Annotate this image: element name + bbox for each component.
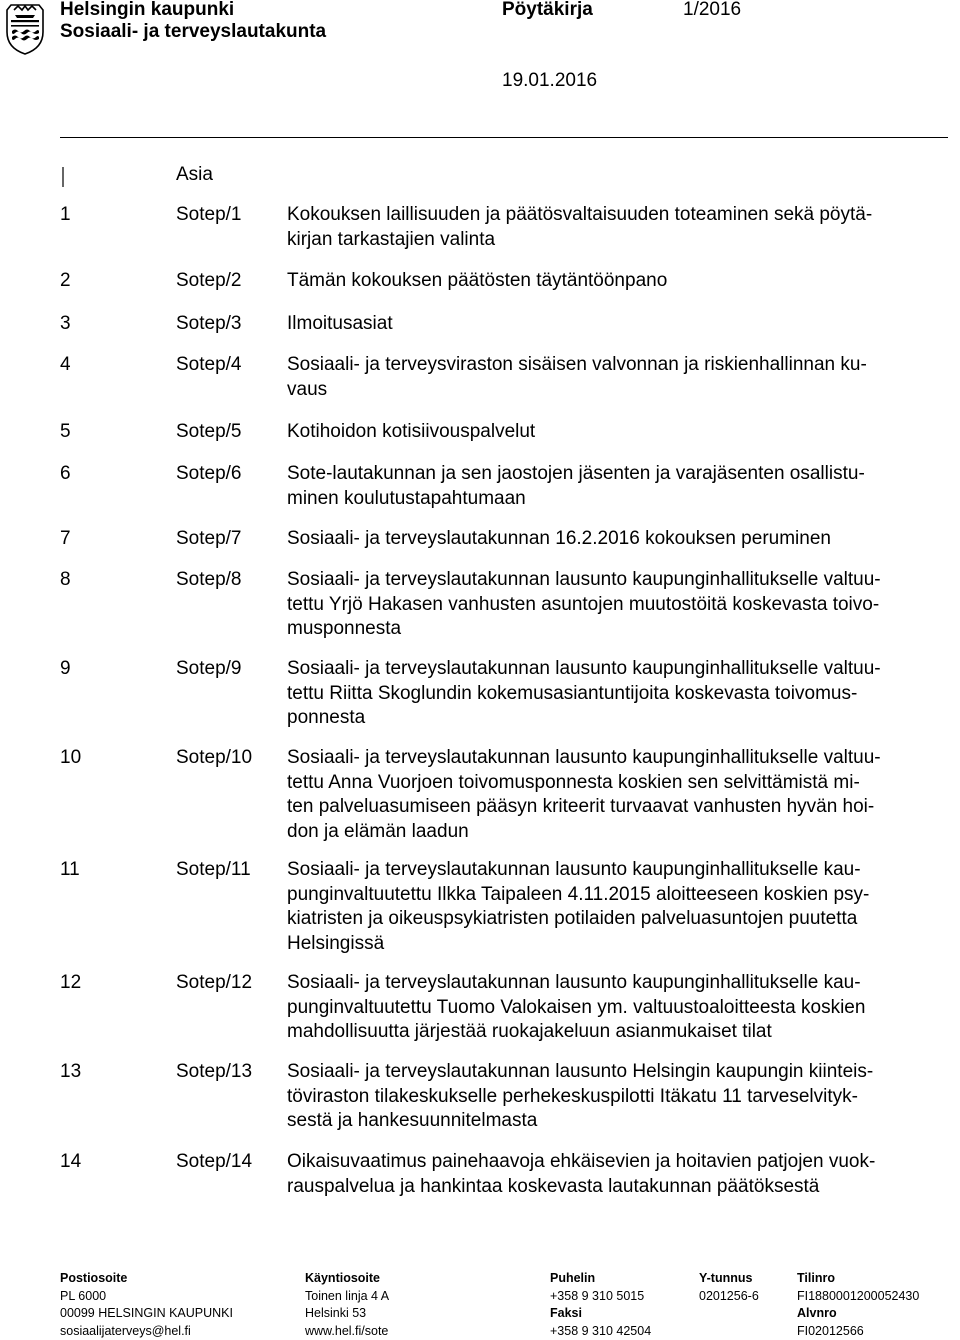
agenda-item-code[interactable]: Sotep/6 — [176, 462, 242, 487]
footer-business-id-value: 0201256-6 — [699, 1288, 759, 1306]
footer-vat-label: Alvnro — [797, 1305, 919, 1323]
committee-name: Sosiaali- ja terveyslautakunta — [60, 21, 326, 43]
agenda-item-title[interactable] — [287, 858, 937, 956]
agenda-item-number: 6 — [60, 462, 71, 487]
agenda-item-title-line: Sosiaali- ja terveyslautakunnan 16.2.2016 kokouksen peruminen — [287, 527, 937, 552]
agenda-item-title-line: musponnesta — [287, 617, 937, 642]
agenda-item-title-line: tettu Anna Vuorjoen toivomusponnesta koskien sen selvittämistä mi- — [287, 771, 937, 796]
toc-heading: Asia — [176, 163, 213, 187]
agenda-item-number: 10 — [60, 746, 81, 771]
agenda-item-title-line: Tämän kokouksen päätösten täytäntöönpano — [287, 269, 937, 294]
agenda-item-title-line: ponnesta — [287, 706, 937, 731]
footer-phone-number: +358 9 310 5015 — [550, 1288, 651, 1306]
agenda-item-number: 7 — [60, 527, 71, 552]
footer-account-label: Tilinro — [797, 1270, 919, 1288]
agenda-item-title-line: Sosiaali- ja terveyslautakunnan lausunto Helsingin kaupungin kiinteis- — [287, 1060, 937, 1085]
agenda-item-title-line: Sosiaali- ja terveysviraston sisäisen valvonnan ja riskienhallinnan ku- — [287, 353, 937, 378]
footer-visit-label: Käyntiosoite — [305, 1270, 389, 1288]
agenda-item-title-line: kiatristen ja oikeuspsykiatristen potilaiden palveluasuntojen puutetta — [287, 907, 937, 932]
agenda-item-title-line: punginvaltuutettu Ilkka Taipaleen 4.11.2015 aloitteeseen koskien psy- — [287, 883, 937, 908]
agenda-item-code[interactable]: Sotep/14 — [176, 1150, 252, 1175]
footer-postal-box: PL 6000 — [60, 1288, 233, 1306]
agenda-item-code[interactable]: Sotep/1 — [176, 203, 242, 228]
agenda-item-number: 14 — [60, 1150, 81, 1175]
agenda-item-number: 5 — [60, 420, 71, 445]
agenda-item-code[interactable]: Sotep/4 — [176, 353, 242, 378]
agenda-item-title[interactable] — [287, 462, 937, 511]
footer-phone — [550, 1270, 651, 1340]
agenda-item-code[interactable]: Sotep/13 — [176, 1060, 252, 1085]
agenda-item-title[interactable] — [287, 971, 937, 1045]
agenda-item-title-line: punginvaltuutettu Tuomo Valokaisen ym. valtuustoaloitteesta koskien — [287, 996, 937, 1021]
document-type: Pöytäkirja — [502, 0, 593, 21]
organization-name: Helsingin kaupunki — [60, 0, 234, 21]
agenda-item-title[interactable] — [287, 568, 937, 642]
agenda-item-number: 12 — [60, 971, 81, 996]
agenda-item-title-line: tettu Riitta Skoglundin kokemusasiantuntijoita koskevasta toivomus- — [287, 682, 937, 707]
document-number: 1/2016 — [683, 0, 741, 21]
agenda-item-number: 1 — [60, 203, 71, 228]
header-divider — [60, 137, 948, 138]
agenda-item-title-line: ten palveluasumiseen pääsyn kriteerit turvaavat vanhusten hyvän hoi- — [287, 795, 937, 820]
footer-email[interactable]: sosiaalijaterveys@hel.fi — [60, 1323, 233, 1340]
agenda-item-code[interactable]: Sotep/12 — [176, 971, 252, 996]
footer-phone-label: Puhelin — [550, 1270, 651, 1288]
section-mark-icon — [60, 165, 74, 189]
agenda-item-title-line: Sosiaali- ja terveyslautakunnan lausunto kaupunginhallitukselle kau- — [287, 971, 937, 996]
agenda-item-code[interactable]: Sotep/7 — [176, 527, 242, 552]
footer-visit-street: Toinen linja 4 A — [305, 1288, 389, 1306]
agenda-item-number: 11 — [60, 858, 80, 883]
agenda-item-code[interactable]: Sotep/5 — [176, 420, 242, 445]
agenda-item-code[interactable]: Sotep/9 — [176, 657, 242, 682]
footer-visit-city: Helsinki 53 — [305, 1305, 389, 1323]
agenda-item-title-line: Sosiaali- ja terveyslautakunnan lausunto kaupunginhallitukselle kau- — [287, 858, 937, 883]
footer-postal — [60, 1270, 233, 1340]
agenda-item-title[interactable] — [287, 312, 937, 337]
agenda-item-code[interactable]: Sotep/10 — [176, 746, 252, 771]
agenda-item-title-line: Helsingissä — [287, 932, 937, 957]
agenda-item-title-line: Kokouksen laillisuuden ja päätösvaltaisuuden toteaminen sekä pöytä- — [287, 203, 937, 228]
agenda-item-code[interactable]: Sotep/8 — [176, 568, 242, 593]
footer-account-value: FI1880001200052430 — [797, 1288, 919, 1306]
helsinki-crest-logo — [3, 2, 47, 56]
footer-postal-label: Postiosoite — [60, 1270, 233, 1288]
agenda-item-code[interactable]: Sotep/3 — [176, 312, 242, 337]
agenda-item-title-line: minen koulutustapahtumaan — [287, 487, 937, 512]
agenda-item-number: 9 — [60, 657, 71, 682]
agenda-item-title-line: Ilmoitusasiat — [287, 312, 937, 337]
footer-postal-city: 00099 HELSINGIN KAUPUNKI — [60, 1305, 233, 1323]
agenda-item-title-line: Sosiaali- ja terveyslautakunnan lausunto kaupunginhallitukselle valtuu- — [287, 746, 937, 771]
agenda-item-title[interactable] — [287, 527, 937, 552]
agenda-item-number: 8 — [60, 568, 71, 593]
agenda-item-title[interactable] — [287, 1060, 937, 1134]
agenda-item-title-line: mahdollisuutta järjestää ruokajakeluun asianmukaiset tilat — [287, 1020, 937, 1045]
footer-fax-number: +358 9 310 42504 — [550, 1323, 651, 1340]
section-sign: ​ — [60, 163, 65, 187]
agenda-item-title-line: vaus — [287, 378, 937, 403]
meeting-date: 19.01.2016 — [502, 70, 597, 92]
agenda-item-title-line: rauspalvelua ja hankintaa koskevasta lautakunnan päätöksestä — [287, 1175, 937, 1200]
footer-visit — [305, 1270, 389, 1340]
agenda-item-code[interactable]: Sotep/11 — [176, 858, 251, 883]
footer-business-id — [699, 1270, 759, 1305]
footer-website[interactable]: www.hel.fi/sote — [305, 1323, 389, 1340]
agenda-item-title-line: Sote-lautakunnan ja sen jaostojen jäsenten ja varajäsenten osallistu- — [287, 462, 937, 487]
agenda-item-title-line: kirjan tarkastajien valinta — [287, 228, 937, 253]
agenda-item-title[interactable] — [287, 269, 937, 294]
agenda-item-title[interactable] — [287, 657, 937, 731]
footer-account — [797, 1270, 919, 1340]
footer-fax-label: Faksi — [550, 1305, 651, 1323]
agenda-item-title-line: Oikaisuvaatimus painehaavoja ehkäisevien ja hoitavien patjojen vuok- — [287, 1150, 937, 1175]
agenda-item-title-line: don ja elämän laadun — [287, 820, 937, 845]
footer-business-id-label: Y-tunnus — [699, 1270, 759, 1288]
agenda-item-code[interactable]: Sotep/2 — [176, 269, 242, 294]
agenda-item-title-line: sestä ja hankesuunnitelmasta — [287, 1109, 937, 1134]
agenda-item-number: 13 — [60, 1060, 81, 1085]
agenda-item-title[interactable] — [287, 203, 937, 252]
agenda-item-number: 3 — [60, 312, 71, 337]
agenda-item-title-line: Sosiaali- ja terveyslautakunnan lausunto kaupunginhallitukselle valtuu- — [287, 568, 937, 593]
agenda-item-number: 2 — [60, 269, 71, 294]
agenda-item-title-line: Sosiaali- ja terveyslautakunnan lausunto kaupunginhallitukselle valtuu- — [287, 657, 937, 682]
agenda-item-title-line: tettu Yrjö Hakasen vanhusten asuntojen muutostöitä koskevasta toivo- — [287, 593, 937, 618]
agenda-item-title[interactable] — [287, 353, 937, 402]
agenda-item-title-line: Kotihoidon kotisiivouspalvelut — [287, 420, 937, 445]
agenda-item-title[interactable] — [287, 1150, 937, 1199]
agenda-item-number: 4 — [60, 353, 71, 378]
footer-vat-value: FI02012566 — [797, 1323, 919, 1340]
agenda-item-title-line: töviraston tilakeskukselle perhekeskuspilotti Itäkatu 11 tarveselvityk- — [287, 1085, 937, 1110]
agenda-item-title[interactable] — [287, 746, 937, 844]
agenda-item-title[interactable] — [287, 420, 937, 445]
